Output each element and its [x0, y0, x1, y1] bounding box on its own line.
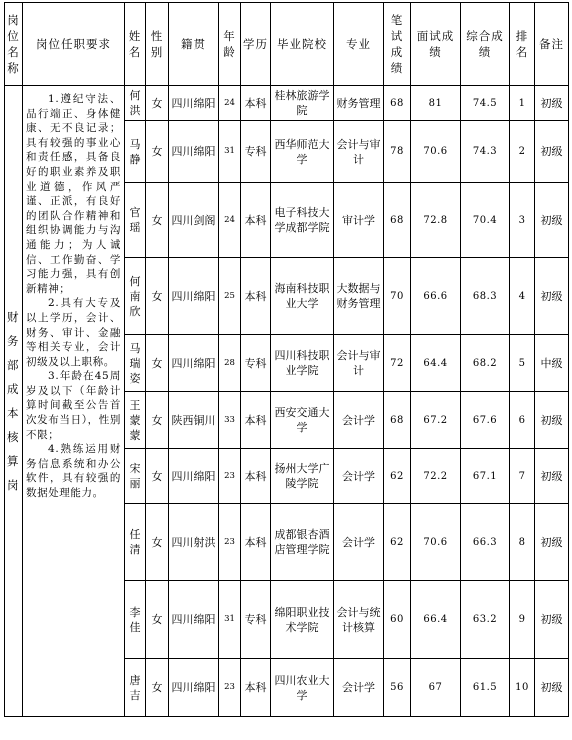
- rank: 8: [510, 504, 535, 581]
- remark: 初级: [535, 504, 569, 581]
- written-score: 70: [384, 258, 411, 335]
- candidate-education: 本科: [241, 258, 271, 335]
- candidate-gender: 女: [146, 449, 169, 504]
- interview-score: 72.2: [411, 449, 461, 504]
- candidate-origin: 四川绵阳: [169, 659, 219, 717]
- candidate-major: 会计与统计核算: [334, 581, 384, 659]
- header-gender: 性别: [146, 3, 169, 86]
- interview-score: 66.6: [411, 258, 461, 335]
- candidate-major: 会计与审计: [334, 121, 384, 183]
- candidate-age: 31: [219, 121, 241, 183]
- candidate-origin: 四川绵阳: [169, 86, 219, 121]
- candidate-gender: 女: [146, 504, 169, 581]
- candidate-age: 23: [219, 449, 241, 504]
- candidate-gender: 女: [146, 581, 169, 659]
- written-score: 68: [384, 86, 411, 121]
- written-score: 68: [384, 392, 411, 449]
- header-school: 毕业院校: [271, 3, 334, 86]
- candidate-name: 官瑶: [125, 183, 146, 258]
- total-score: 70.4: [461, 183, 510, 258]
- candidate-gender: 女: [146, 183, 169, 258]
- written-score: 62: [384, 449, 411, 504]
- candidate-major: 大数据与财务管理: [334, 258, 384, 335]
- header-position: 岗位名称: [5, 3, 23, 86]
- total-score: 74.5: [461, 86, 510, 121]
- written-score: 62: [384, 504, 411, 581]
- requirement-item: 4.熟练运用财务信息系统和办公软件，具有较强的数据处理能力。: [26, 443, 121, 500]
- rank: 10: [510, 659, 535, 717]
- remark: 初级: [535, 581, 569, 659]
- candidate-age: 23: [219, 659, 241, 717]
- candidate-age: 24: [219, 86, 241, 121]
- candidate-gender: 女: [146, 86, 169, 121]
- header-row: [5, 3, 569, 86]
- remark: 初级: [535, 86, 569, 121]
- total-score: 74.3: [461, 121, 510, 183]
- header-requirements: 岗位任职要求: [23, 3, 125, 86]
- remark: 初级: [535, 183, 569, 258]
- candidate-origin: 陕西铜川: [169, 392, 219, 449]
- header-remark: 备注: [535, 3, 569, 86]
- interview-score: 72.8: [411, 183, 461, 258]
- candidate-name: 何洪: [125, 86, 146, 121]
- rank: 7: [510, 449, 535, 504]
- candidate-education: 本科: [241, 659, 271, 717]
- candidate-education: 本科: [241, 449, 271, 504]
- rank: 5: [510, 335, 535, 392]
- candidate-origin: 四川绵阳: [169, 258, 219, 335]
- total-score: 68.3: [461, 258, 510, 335]
- candidate-table: [4, 2, 569, 717]
- candidate-major: 财务管理: [334, 86, 384, 121]
- candidate-major: 会计与审计: [334, 335, 384, 392]
- remark: 初级: [535, 121, 569, 183]
- candidate-education: 本科: [241, 86, 271, 121]
- rank: 6: [510, 392, 535, 449]
- candidate-age: 25: [219, 258, 241, 335]
- total-score: 67.6: [461, 392, 510, 449]
- candidate-major: 会计学: [334, 504, 384, 581]
- candidate-gender: 女: [146, 659, 169, 717]
- candidate-education: 本科: [241, 392, 271, 449]
- written-score: 56: [384, 659, 411, 717]
- candidate-gender: 女: [146, 392, 169, 449]
- candidate-name: 唐吉: [125, 659, 146, 717]
- requirement-item: 3.年龄在45周岁及以下（年龄计算时间截至公告首次发布当日），性别不限；: [26, 370, 121, 441]
- candidate-gender: 女: [146, 258, 169, 335]
- header-education: 学历: [241, 3, 271, 86]
- candidate-school: 桂林旅游学院: [271, 86, 334, 121]
- candidate-school: 扬州大学广陵学院: [271, 449, 334, 504]
- interview-score: 64.4: [411, 335, 461, 392]
- candidate-name: 李佳: [125, 581, 146, 659]
- interview-score: 81: [411, 86, 461, 121]
- candidate-origin: 四川绵阳: [169, 121, 219, 183]
- total-score: 66.3: [461, 504, 510, 581]
- candidate-education: 专科: [241, 581, 271, 659]
- total-score: 67.1: [461, 449, 510, 504]
- remark: 中级: [535, 335, 569, 392]
- candidate-age: 31: [219, 581, 241, 659]
- candidate-school: 电子科技大学成都学院: [271, 183, 334, 258]
- candidate-education: 本科: [241, 183, 271, 258]
- candidate-name: 马静: [125, 121, 146, 183]
- candidate-major: 会计学: [334, 449, 384, 504]
- rank: 2: [510, 121, 535, 183]
- header-origin: 籍贯: [169, 3, 219, 86]
- candidate-school: 海南科技职业大学: [271, 258, 334, 335]
- remark: 初级: [535, 659, 569, 717]
- candidate-age: 28: [219, 335, 241, 392]
- table-row: [5, 86, 569, 121]
- candidate-name: 何南欣: [125, 258, 146, 335]
- rank: 9: [510, 581, 535, 659]
- written-score: 68: [384, 183, 411, 258]
- remark: 初级: [535, 449, 569, 504]
- candidate-school: 西华师范大学: [271, 121, 334, 183]
- interview-score: 70.6: [411, 504, 461, 581]
- candidate-age: 24: [219, 183, 241, 258]
- written-score: 72: [384, 335, 411, 392]
- requirement-item: 2.具有大专及以上学历，会计、财务、审计、金融等相关专业，会计初级及以上职称。: [26, 297, 121, 368]
- remark: 初级: [535, 392, 569, 449]
- header-age: 年龄: [219, 3, 241, 86]
- remark: 初级: [535, 258, 569, 335]
- candidate-major: 会计学: [334, 659, 384, 717]
- candidate-school: 西安交通大学: [271, 392, 334, 449]
- total-score: 68.2: [461, 335, 510, 392]
- candidate-major: 会计学: [334, 392, 384, 449]
- candidate-age: 33: [219, 392, 241, 449]
- rank: 3: [510, 183, 535, 258]
- job-requirements: [23, 86, 125, 717]
- candidate-origin: 四川绵阳: [169, 335, 219, 392]
- candidate-school: 成都银杏酒店管理学院: [271, 504, 334, 581]
- requirement-item: 1.遵纪守法、品行端正、身体健康、无不良记录；具有较强的事业心和责任感，具备良好的职业素养及职业道德，作风严谨、正派，有良好的团队合作精神和组织协调能力与沟通能力；为人诚信、工作勤奋、学习能力强，具有创新精神；: [26, 93, 121, 295]
- candidate-education: 专科: [241, 335, 271, 392]
- rank: 1: [510, 86, 535, 121]
- candidate-gender: 女: [146, 335, 169, 392]
- candidate-origin: 四川绵阳: [169, 449, 219, 504]
- interview-score: 67.2: [411, 392, 461, 449]
- candidate-school: 四川科技职业学院: [271, 335, 334, 392]
- header-written-score: 笔试成绩: [384, 3, 411, 86]
- header-total-score: 综合成绩: [461, 3, 510, 86]
- total-score: 61.5: [461, 659, 510, 717]
- interview-score: 70.6: [411, 121, 461, 183]
- candidate-name: 王蒙蒙: [125, 392, 146, 449]
- position-name: 财务部成本核算岗: [5, 86, 23, 717]
- written-score: 78: [384, 121, 411, 183]
- written-score: 60: [384, 581, 411, 659]
- header-rank: 排名: [510, 3, 535, 86]
- interview-score: 67: [411, 659, 461, 717]
- candidate-name: 马瑞姿: [125, 335, 146, 392]
- rank: 4: [510, 258, 535, 335]
- candidate-origin: 四川剑阁: [169, 183, 219, 258]
- candidate-age: 23: [219, 504, 241, 581]
- header-major: 专业: [334, 3, 384, 86]
- header-interview-score: 面试成绩: [411, 3, 461, 86]
- candidate-origin: 四川射洪: [169, 504, 219, 581]
- candidate-major: 审计学: [334, 183, 384, 258]
- candidate-education: 本科: [241, 504, 271, 581]
- candidate-school: 绵阳职业技术学院: [271, 581, 334, 659]
- candidate-gender: 女: [146, 121, 169, 183]
- candidate-education: 专科: [241, 121, 271, 183]
- total-score: 63.2: [461, 581, 510, 659]
- interview-score: 66.4: [411, 581, 461, 659]
- candidate-name: 任清: [125, 504, 146, 581]
- candidate-name: 宋丽: [125, 449, 146, 504]
- candidate-school: 四川农业大学: [271, 659, 334, 717]
- header-name: 姓名: [125, 3, 146, 86]
- candidate-origin: 四川绵阳: [169, 581, 219, 659]
